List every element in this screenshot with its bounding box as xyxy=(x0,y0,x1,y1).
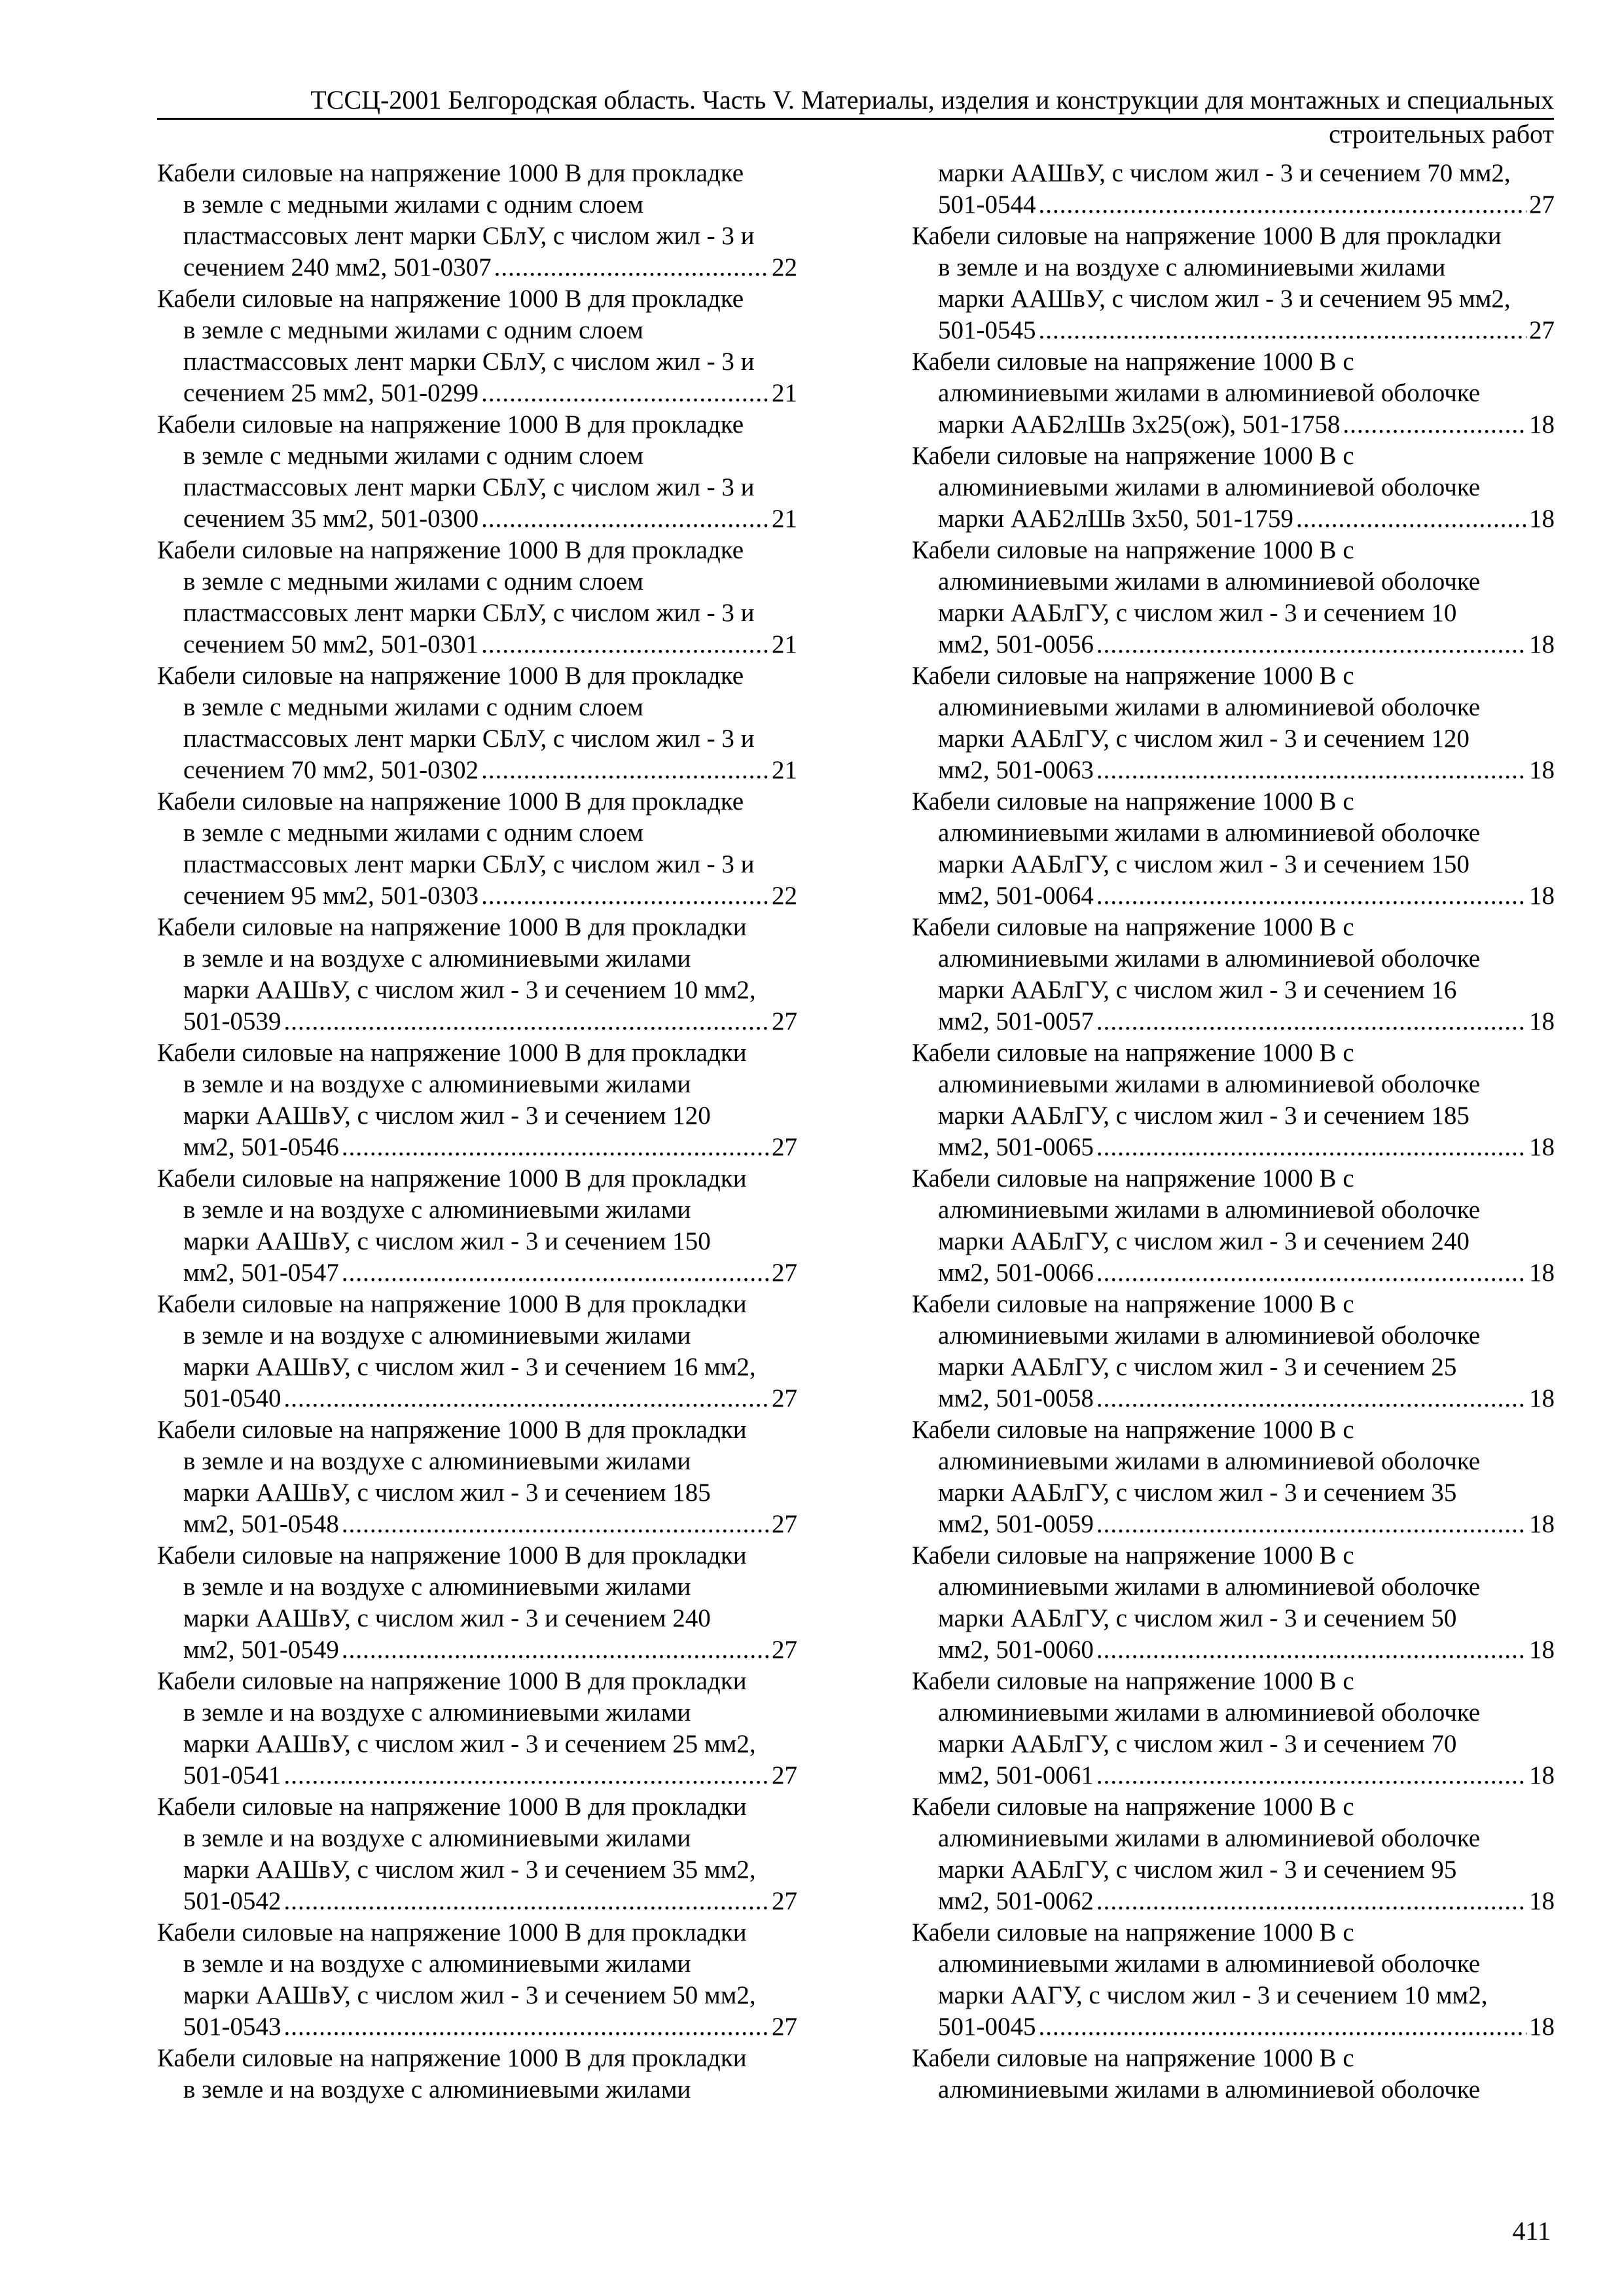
index-entry xyxy=(157,283,797,409)
dot-leader xyxy=(284,1760,770,1791)
entry-continuation-line: марки ААШвУ, с числом жил - 3 и сечением 70 мм2, xyxy=(938,159,1511,187)
entry-last-line xyxy=(157,1760,797,1791)
entry-first-line: Кабели силовые на напряжение 1000 В с xyxy=(912,1290,1354,1318)
entry-last-line xyxy=(157,1006,797,1037)
entry-page-ref: 18 xyxy=(1529,630,1555,658)
entry-continuation-line: алюминиевыми жилами в алюминиевой оболочке xyxy=(938,1950,1481,1978)
entry-continuation-line: марки ААШвУ, с числом жил - 3 и сечением 120 xyxy=(183,1102,711,1130)
entry-page-ref: 18 xyxy=(1529,1384,1555,1412)
index-entry xyxy=(157,158,797,283)
entry-last-line xyxy=(157,1509,797,1540)
index-entry xyxy=(157,1289,797,1414)
dot-leader xyxy=(481,629,769,660)
entry-last-line xyxy=(912,755,1555,786)
entry-continuation-line: алюминиевыми жилами в алюминиевой оболочке xyxy=(938,1698,1481,1727)
entry-code: марки ААБ2лШв 3х50, 501-1759 xyxy=(938,505,1293,533)
entry-continuation-line: в земле с медными жилами с одним слоем xyxy=(183,316,643,344)
entry-page-ref: 27 xyxy=(772,2013,797,2041)
entry-continuation-line: марки ААБлГУ, с числом жил - 3 и сечением 35 xyxy=(938,1479,1457,1507)
index-column-right xyxy=(912,158,1555,2106)
entry-code: мм2, 501-0546 xyxy=(183,1133,339,1161)
entry-page-ref: 18 xyxy=(1529,756,1555,784)
index-entry xyxy=(912,2043,1555,2106)
entry-first-line: Кабели силовые на напряжение 1000 В для прокладке xyxy=(157,787,744,816)
entry-continuation-line: в земле и на воздухе с алюминиевыми жилами xyxy=(183,1573,691,1601)
entry-continuation-line: марки ААШвУ, с числом жил - 3 и сечением 25 мм2, xyxy=(183,1730,756,1758)
entry-continuation-line: марки ААГУ, с числом жил - 3 и сечением 10 мм2, xyxy=(938,1981,1488,2009)
entry-page-ref: 21 xyxy=(772,379,797,407)
entry-page-ref: 21 xyxy=(772,756,797,784)
index-entry xyxy=(157,1037,797,1163)
entry-continuation-line: в земле и на воздухе с алюминиевыми жилами xyxy=(183,1698,691,1727)
entry-code: 501-0543 xyxy=(183,2013,281,2041)
entry-first-line: Кабели силовые на напряжение 1000 В для прокладки xyxy=(157,1918,747,1946)
entry-first-line: Кабели силовые на напряжение 1000 В с xyxy=(912,1416,1354,1444)
index-entry xyxy=(157,786,797,912)
entry-continuation-line: алюминиевыми жилами в алюминиевой оболочке xyxy=(938,379,1481,407)
index-entry xyxy=(912,535,1555,660)
entry-last-line xyxy=(912,315,1555,346)
entry-page-ref: 27 xyxy=(772,1007,797,1035)
entry-page-ref: 18 xyxy=(1529,882,1555,910)
index-entry xyxy=(157,2043,797,2106)
entry-continuation-line: пластмассовых лент марки СБлУ, с числом жил - 3 и xyxy=(183,222,755,250)
dot-leader xyxy=(1096,1383,1526,1414)
entry-first-line: Кабели силовые на напряжение 1000 В с xyxy=(912,662,1354,690)
index-entry xyxy=(912,912,1555,1037)
running-header-line-1: ТССЦ-2001 Белгородская область. Часть V. Материалы, изделия и конструкции для монтажных и специальных xyxy=(310,85,1554,115)
entry-last-line xyxy=(912,503,1555,535)
entry-last-line xyxy=(157,755,797,786)
entry-continuation-line: алюминиевыми жилами в алюминиевой оболочке xyxy=(938,1070,1481,1098)
entry-first-line: Кабели силовые на напряжение 1000 В для прокладки xyxy=(157,1793,747,1821)
entry-code: мм2, 501-0056 xyxy=(938,630,1094,658)
entry-continuation-line: алюминиевыми жилами в алюминиевой оболочке xyxy=(938,1447,1481,1475)
entry-first-line: Кабели силовые на напряжение 1000 В с xyxy=(912,1541,1354,1570)
entry-code: 501-0541 xyxy=(183,1761,281,1789)
dot-leader xyxy=(1096,755,1526,786)
entry-first-line: Кабели силовые на напряжение 1000 В с xyxy=(912,913,1354,941)
entry-last-line xyxy=(912,1132,1555,1163)
entry-code: сечением 70 мм2, 501-0302 xyxy=(183,756,479,784)
entry-first-line: Кабели силовые на напряжение 1000 В с xyxy=(912,1039,1354,1067)
entry-continuation-line: в земле и на воздухе с алюминиевыми жилами xyxy=(183,1070,691,1098)
dot-leader xyxy=(1096,880,1526,912)
index-entry xyxy=(157,1414,797,1540)
entry-continuation-line: марки ААШвУ, с числом жил - 3 и сечением 185 xyxy=(183,1479,711,1507)
entry-continuation-line: алюминиевыми жилами в алюминиевой оболочке xyxy=(938,1824,1481,1852)
dot-leader xyxy=(1096,1634,1526,1666)
entry-page-ref: 18 xyxy=(1529,1133,1555,1161)
entry-first-line: Кабели силовые на напряжение 1000 В с xyxy=(912,536,1354,564)
index-entry xyxy=(157,1163,797,1289)
entry-continuation-line: алюминиевыми жилами в алюминиевой оболочке xyxy=(938,1196,1481,1224)
dot-leader xyxy=(481,503,769,535)
entry-continuation-line: в земле с медными жилами с одним слоем xyxy=(183,567,643,596)
entry-continuation-line: марки ААШвУ, с числом жил - 3 и сечением 16 мм2, xyxy=(183,1353,756,1381)
entry-code: мм2, 501-0062 xyxy=(938,1887,1094,1915)
entry-continuation-line: алюминиевыми жилами в алюминиевой оболочке xyxy=(938,2075,1481,2104)
entry-continuation-line: алюминиевыми жилами в алюминиевой оболочке xyxy=(938,819,1481,847)
entry-last-line xyxy=(912,1257,1555,1289)
entry-continuation-line: марки ААШвУ, с числом жил - 3 и сечением 50 мм2, xyxy=(183,1981,756,2009)
entry-page-ref: 27 xyxy=(772,1510,797,1538)
running-header-line-2: строительных работ xyxy=(1329,119,1554,149)
entry-continuation-line: в земле с медными жилами с одним слоем xyxy=(183,442,643,470)
entry-code: мм2, 501-0058 xyxy=(938,1384,1094,1412)
entry-first-line: Кабели силовые на напряжение 1000 В для прокладке xyxy=(157,285,744,313)
entry-continuation-line: марки ААБлГУ, с числом жил - 3 и сечением 185 xyxy=(938,1102,1470,1130)
entry-first-line: Кабели силовые на напряжение 1000 В с xyxy=(912,787,1354,816)
index-column-left xyxy=(157,158,797,2106)
entry-continuation-line: в земле и на воздухе с алюминиевыми жилами xyxy=(183,1950,691,1978)
entry-continuation-line: марки ААБлГУ, с числом жил - 3 и сечением 240 xyxy=(938,1227,1470,1255)
entry-page-ref: 27 xyxy=(1529,316,1555,344)
entry-continuation-line: алюминиевыми жилами в алюминиевой оболочке xyxy=(938,944,1481,973)
entry-last-line xyxy=(157,1634,797,1666)
entry-code: мм2, 501-0549 xyxy=(183,1636,339,1664)
entry-page-ref: 18 xyxy=(1529,505,1555,533)
index-entry xyxy=(157,912,797,1037)
index-entry xyxy=(912,1666,1555,1791)
entry-continuation-line: марки ААБлГУ, с числом жил - 3 и сечением 16 xyxy=(938,976,1457,1004)
entry-code: сечением 35 мм2, 501-0300 xyxy=(183,505,479,533)
entry-last-line xyxy=(912,1886,1555,1917)
entry-first-line: Кабели силовые на напряжение 1000 В для прокладке xyxy=(157,662,744,690)
entry-last-line xyxy=(157,1257,797,1289)
entry-page-ref: 27 xyxy=(772,1887,797,1915)
entry-first-line: Кабели силовые на напряжение 1000 В для прокладки xyxy=(912,222,1502,250)
entry-continuation-line: пластмассовых лент марки СБлУ, с числом жил - 3 и xyxy=(183,473,755,501)
index-entry xyxy=(157,1666,797,1791)
entry-first-line: Кабели силовые на напряжение 1000 В для прокладки xyxy=(157,1039,747,1067)
entry-last-line xyxy=(157,1886,797,1917)
entry-continuation-line: пластмассовых лент марки СБлУ, с числом жил - 3 и xyxy=(183,850,755,878)
entry-page-ref: 22 xyxy=(772,253,797,281)
entry-first-line: Кабели силовые на напряжение 1000 В с xyxy=(912,1667,1354,1695)
index-entry xyxy=(157,535,797,660)
entry-code: мм2, 501-0063 xyxy=(938,756,1094,784)
entry-code: мм2, 501-0548 xyxy=(183,1510,339,1538)
entry-continuation-line: марки ААБлГУ, с числом жил - 3 и сечением 10 xyxy=(938,599,1457,627)
entry-last-line xyxy=(912,1383,1555,1414)
entry-code: сечением 240 мм2, 501-0307 xyxy=(183,253,492,281)
entry-page-ref: 21 xyxy=(772,505,797,533)
entry-last-line xyxy=(912,1634,1555,1666)
entry-first-line: Кабели силовые на напряжение 1000 В для прокладки xyxy=(157,1541,747,1570)
entry-code: мм2, 501-0061 xyxy=(938,1761,1094,1789)
entry-last-line xyxy=(157,2011,797,2043)
dot-leader xyxy=(1343,409,1526,440)
entry-continuation-line: марки ААБлГУ, с числом жил - 3 и сечением 150 xyxy=(938,850,1470,878)
entry-last-line xyxy=(157,629,797,660)
index-entry xyxy=(912,660,1555,786)
entry-continuation-line: марки ААБлГУ, с числом жил - 3 и сечением 95 xyxy=(938,1856,1457,1884)
entry-page-ref: 27 xyxy=(772,1259,797,1287)
entry-code: мм2, 501-0064 xyxy=(938,882,1094,910)
entry-page-ref: 18 xyxy=(1529,1887,1555,1915)
entry-page-ref: 27 xyxy=(772,1133,797,1161)
entry-code: 501-0539 xyxy=(183,1007,281,1035)
entry-last-line xyxy=(912,1006,1555,1037)
entry-continuation-line: в земле и на воздухе с алюминиевыми жилами xyxy=(938,253,1446,281)
entry-code: мм2, 501-0547 xyxy=(183,1259,339,1287)
dot-leader xyxy=(1039,315,1527,346)
entry-code: 501-0540 xyxy=(183,1384,281,1412)
dot-leader xyxy=(1096,1886,1526,1917)
entry-continuation-line: алюминиевыми жилами в алюминиевой оболочке xyxy=(938,1573,1481,1601)
index-entry xyxy=(912,1289,1555,1414)
index-entry xyxy=(912,1163,1555,1289)
dot-leader xyxy=(481,755,769,786)
index-entry xyxy=(912,1791,1555,1917)
dot-leader xyxy=(342,1509,769,1540)
index-entry xyxy=(912,1414,1555,1540)
entry-first-line: Кабели силовые на напряжение 1000 В для прокладки xyxy=(157,1164,747,1193)
dot-leader xyxy=(342,1634,769,1666)
entry-page-ref: 18 xyxy=(1529,410,1555,439)
entry-continuation-line: марки ААБлГУ, с числом жил - 3 и сечением 50 xyxy=(938,1604,1457,1632)
entry-first-line: Кабели силовые на напряжение 1000 В для прокладки xyxy=(157,1667,747,1695)
entry-continuation-line: в земле с медными жилами с одним слоем xyxy=(183,693,643,721)
dot-leader xyxy=(342,1257,769,1289)
entry-first-line: Кабели силовые на напряжение 1000 В для прокладки xyxy=(157,1290,747,1318)
entry-code: 501-0542 xyxy=(183,1887,281,1915)
entry-last-line xyxy=(912,1509,1555,1540)
entry-code: мм2, 501-0060 xyxy=(938,1636,1094,1664)
entry-first-line: Кабели силовые на напряжение 1000 В с xyxy=(912,1164,1354,1193)
entry-page-ref: 18 xyxy=(1529,1761,1555,1789)
entry-last-line xyxy=(912,409,1555,440)
entry-first-line: Кабели силовые на напряжение 1000 В с xyxy=(912,442,1354,470)
index-entry xyxy=(157,1540,797,1666)
entry-page-ref: 22 xyxy=(772,882,797,910)
entry-last-line xyxy=(157,880,797,912)
index-entry xyxy=(912,1037,1555,1163)
entry-continuation-line: марки ААБлГУ, с числом жил - 3 и сечением 120 xyxy=(938,725,1470,753)
entry-page-ref: 27 xyxy=(772,1636,797,1664)
dot-leader xyxy=(1096,629,1526,660)
dot-leader xyxy=(1096,1132,1526,1163)
entry-continuation-line: в земле с медными жилами с одним слоем xyxy=(183,190,643,219)
entry-continuation-line: в земле и на воздухе с алюминиевыми жилами xyxy=(183,2075,691,2104)
entry-continuation-line: в земле и на воздухе с алюминиевыми жилами xyxy=(183,1447,691,1475)
entry-continuation-line: алюминиевыми жилами в алюминиевой оболочке xyxy=(938,693,1481,721)
entry-last-line xyxy=(912,629,1555,660)
entry-code: марки ААБ2лШв 3х25(ож), 501-1758 xyxy=(938,410,1341,439)
entry-code: мм2, 501-0065 xyxy=(938,1133,1094,1161)
entry-continuation-line: в земле с медными жилами с одним слоем xyxy=(183,819,643,847)
entry-last-line xyxy=(157,1383,797,1414)
entry-code: 501-0544 xyxy=(938,190,1036,219)
entry-last-line xyxy=(157,1132,797,1163)
entry-page-ref: 27 xyxy=(772,1384,797,1412)
entry-continuation-line: марки ААШвУ, с числом жил - 3 и сечением 240 xyxy=(183,1604,711,1632)
index-entry xyxy=(912,440,1555,535)
entry-continuation-line: марки ААБлГУ, с числом жил - 3 и сечением 25 xyxy=(938,1353,1457,1381)
entry-code: мм2, 501-0059 xyxy=(938,1510,1094,1538)
index-entry xyxy=(157,1917,797,2043)
entry-first-line: Кабели силовые на напряжение 1000 В для прокладке xyxy=(157,410,744,439)
entry-continuation-line: в земле и на воздухе с алюминиевыми жилами xyxy=(183,944,691,973)
entry-page-ref: 18 xyxy=(1529,1636,1555,1664)
entry-page-ref: 21 xyxy=(772,630,797,658)
entry-continuation-line: пластмассовых лент марки СБлУ, с числом жил - 3 и xyxy=(183,599,755,627)
entry-page-ref: 27 xyxy=(772,1761,797,1789)
entry-code: сечением 50 мм2, 501-0301 xyxy=(183,630,479,658)
entry-last-line xyxy=(912,1760,1555,1791)
entry-continuation-line: марки ААБлГУ, с числом жил - 3 и сечением 70 xyxy=(938,1730,1457,1758)
dot-leader xyxy=(1039,189,1527,221)
dot-leader xyxy=(284,1383,770,1414)
entry-code: мм2, 501-0066 xyxy=(938,1259,1094,1287)
index-entry xyxy=(912,158,1555,221)
entry-continuation-line: пластмассовых лент марки СБлУ, с числом жил - 3 и xyxy=(183,348,755,376)
index-entry xyxy=(912,346,1555,440)
entry-code: 501-0045 xyxy=(938,2013,1036,2041)
entry-continuation-line: в земле и на воздухе с алюминиевыми жилами xyxy=(183,1824,691,1852)
entry-last-line xyxy=(157,252,797,283)
index-entry xyxy=(912,1540,1555,1666)
index-entry xyxy=(157,409,797,535)
entry-first-line: Кабели силовые на напряжение 1000 В для прокладки xyxy=(157,913,747,941)
dot-leader xyxy=(1096,1006,1526,1037)
entry-continuation-line: алюминиевыми жилами в алюминиевой оболочке xyxy=(938,567,1481,596)
dot-leader xyxy=(1096,1760,1526,1791)
entry-first-line: Кабели силовые на напряжение 1000 В с xyxy=(912,2044,1354,2072)
entry-continuation-line: марки ААШвУ, с числом жил - 3 и сечением 95 мм2, xyxy=(938,285,1511,313)
dot-leader xyxy=(1096,1509,1526,1540)
page-number: 411 xyxy=(1512,2216,1551,2246)
dot-leader xyxy=(1039,2011,1527,2043)
dot-leader xyxy=(481,880,769,912)
entry-last-line xyxy=(912,880,1555,912)
entry-first-line: Кабели силовые на напряжение 1000 В с xyxy=(912,1918,1354,1946)
index-entry xyxy=(157,1791,797,1917)
entry-first-line: Кабели силовые на напряжение 1000 В для прокладки xyxy=(157,1416,747,1444)
dot-leader xyxy=(1296,503,1526,535)
entry-page-ref: 18 xyxy=(1529,1259,1555,1287)
entry-last-line xyxy=(157,378,797,409)
entry-continuation-line: марки ААШвУ, с числом жил - 3 и сечением 150 xyxy=(183,1227,711,1255)
dot-leader xyxy=(284,1006,770,1037)
entry-code: сечением 95 мм2, 501-0303 xyxy=(183,882,479,910)
entry-code: мм2, 501-0057 xyxy=(938,1007,1094,1035)
index-entry xyxy=(912,1917,1555,2043)
dot-leader xyxy=(342,1132,769,1163)
entry-continuation-line: пластмассовых лент марки СБлУ, с числом жил - 3 и xyxy=(183,725,755,753)
entry-last-line xyxy=(157,503,797,535)
entry-continuation-line: алюминиевыми жилами в алюминиевой оболочке xyxy=(938,473,1481,501)
entry-page-ref: 27 xyxy=(1529,190,1555,219)
dot-leader xyxy=(284,2011,770,2043)
entry-first-line: Кабели силовые на напряжение 1000 В для прокладки xyxy=(157,2044,747,2072)
entry-continuation-line: в земле и на воздухе с алюминиевыми жилами xyxy=(183,1321,691,1350)
entry-last-line xyxy=(912,189,1555,221)
entry-last-line xyxy=(912,2011,1555,2043)
index-entry xyxy=(157,660,797,786)
entry-first-line: Кабели силовые на напряжение 1000 В с xyxy=(912,1793,1354,1821)
entry-continuation-line: марки ААШвУ, с числом жил - 3 и сечением 10 мм2, xyxy=(183,976,756,1004)
entry-first-line: Кабели силовые на напряжение 1000 В с xyxy=(912,348,1354,376)
entry-page-ref: 18 xyxy=(1529,1007,1555,1035)
dot-leader xyxy=(284,1886,770,1917)
entry-page-ref: 18 xyxy=(1529,2013,1555,2041)
dot-leader xyxy=(494,252,769,283)
entry-code: сечением 25 мм2, 501-0299 xyxy=(183,379,479,407)
dot-leader xyxy=(481,378,769,409)
entry-first-line: Кабели силовые на напряжение 1000 В для прокладке xyxy=(157,159,744,187)
entry-first-line: Кабели силовые на напряжение 1000 В для прокладке xyxy=(157,536,744,564)
entry-continuation-line: алюминиевыми жилами в алюминиевой оболочке xyxy=(938,1321,1481,1350)
entry-continuation-line: в земле и на воздухе с алюминиевыми жилами xyxy=(183,1196,691,1224)
dot-leader xyxy=(1096,1257,1526,1289)
index-entry xyxy=(912,786,1555,912)
entry-page-ref: 18 xyxy=(1529,1510,1555,1538)
entry-continuation-line: марки ААШвУ, с числом жил - 3 и сечением 35 мм2, xyxy=(183,1856,756,1884)
entry-code: 501-0545 xyxy=(938,316,1036,344)
index-entry xyxy=(912,221,1555,346)
